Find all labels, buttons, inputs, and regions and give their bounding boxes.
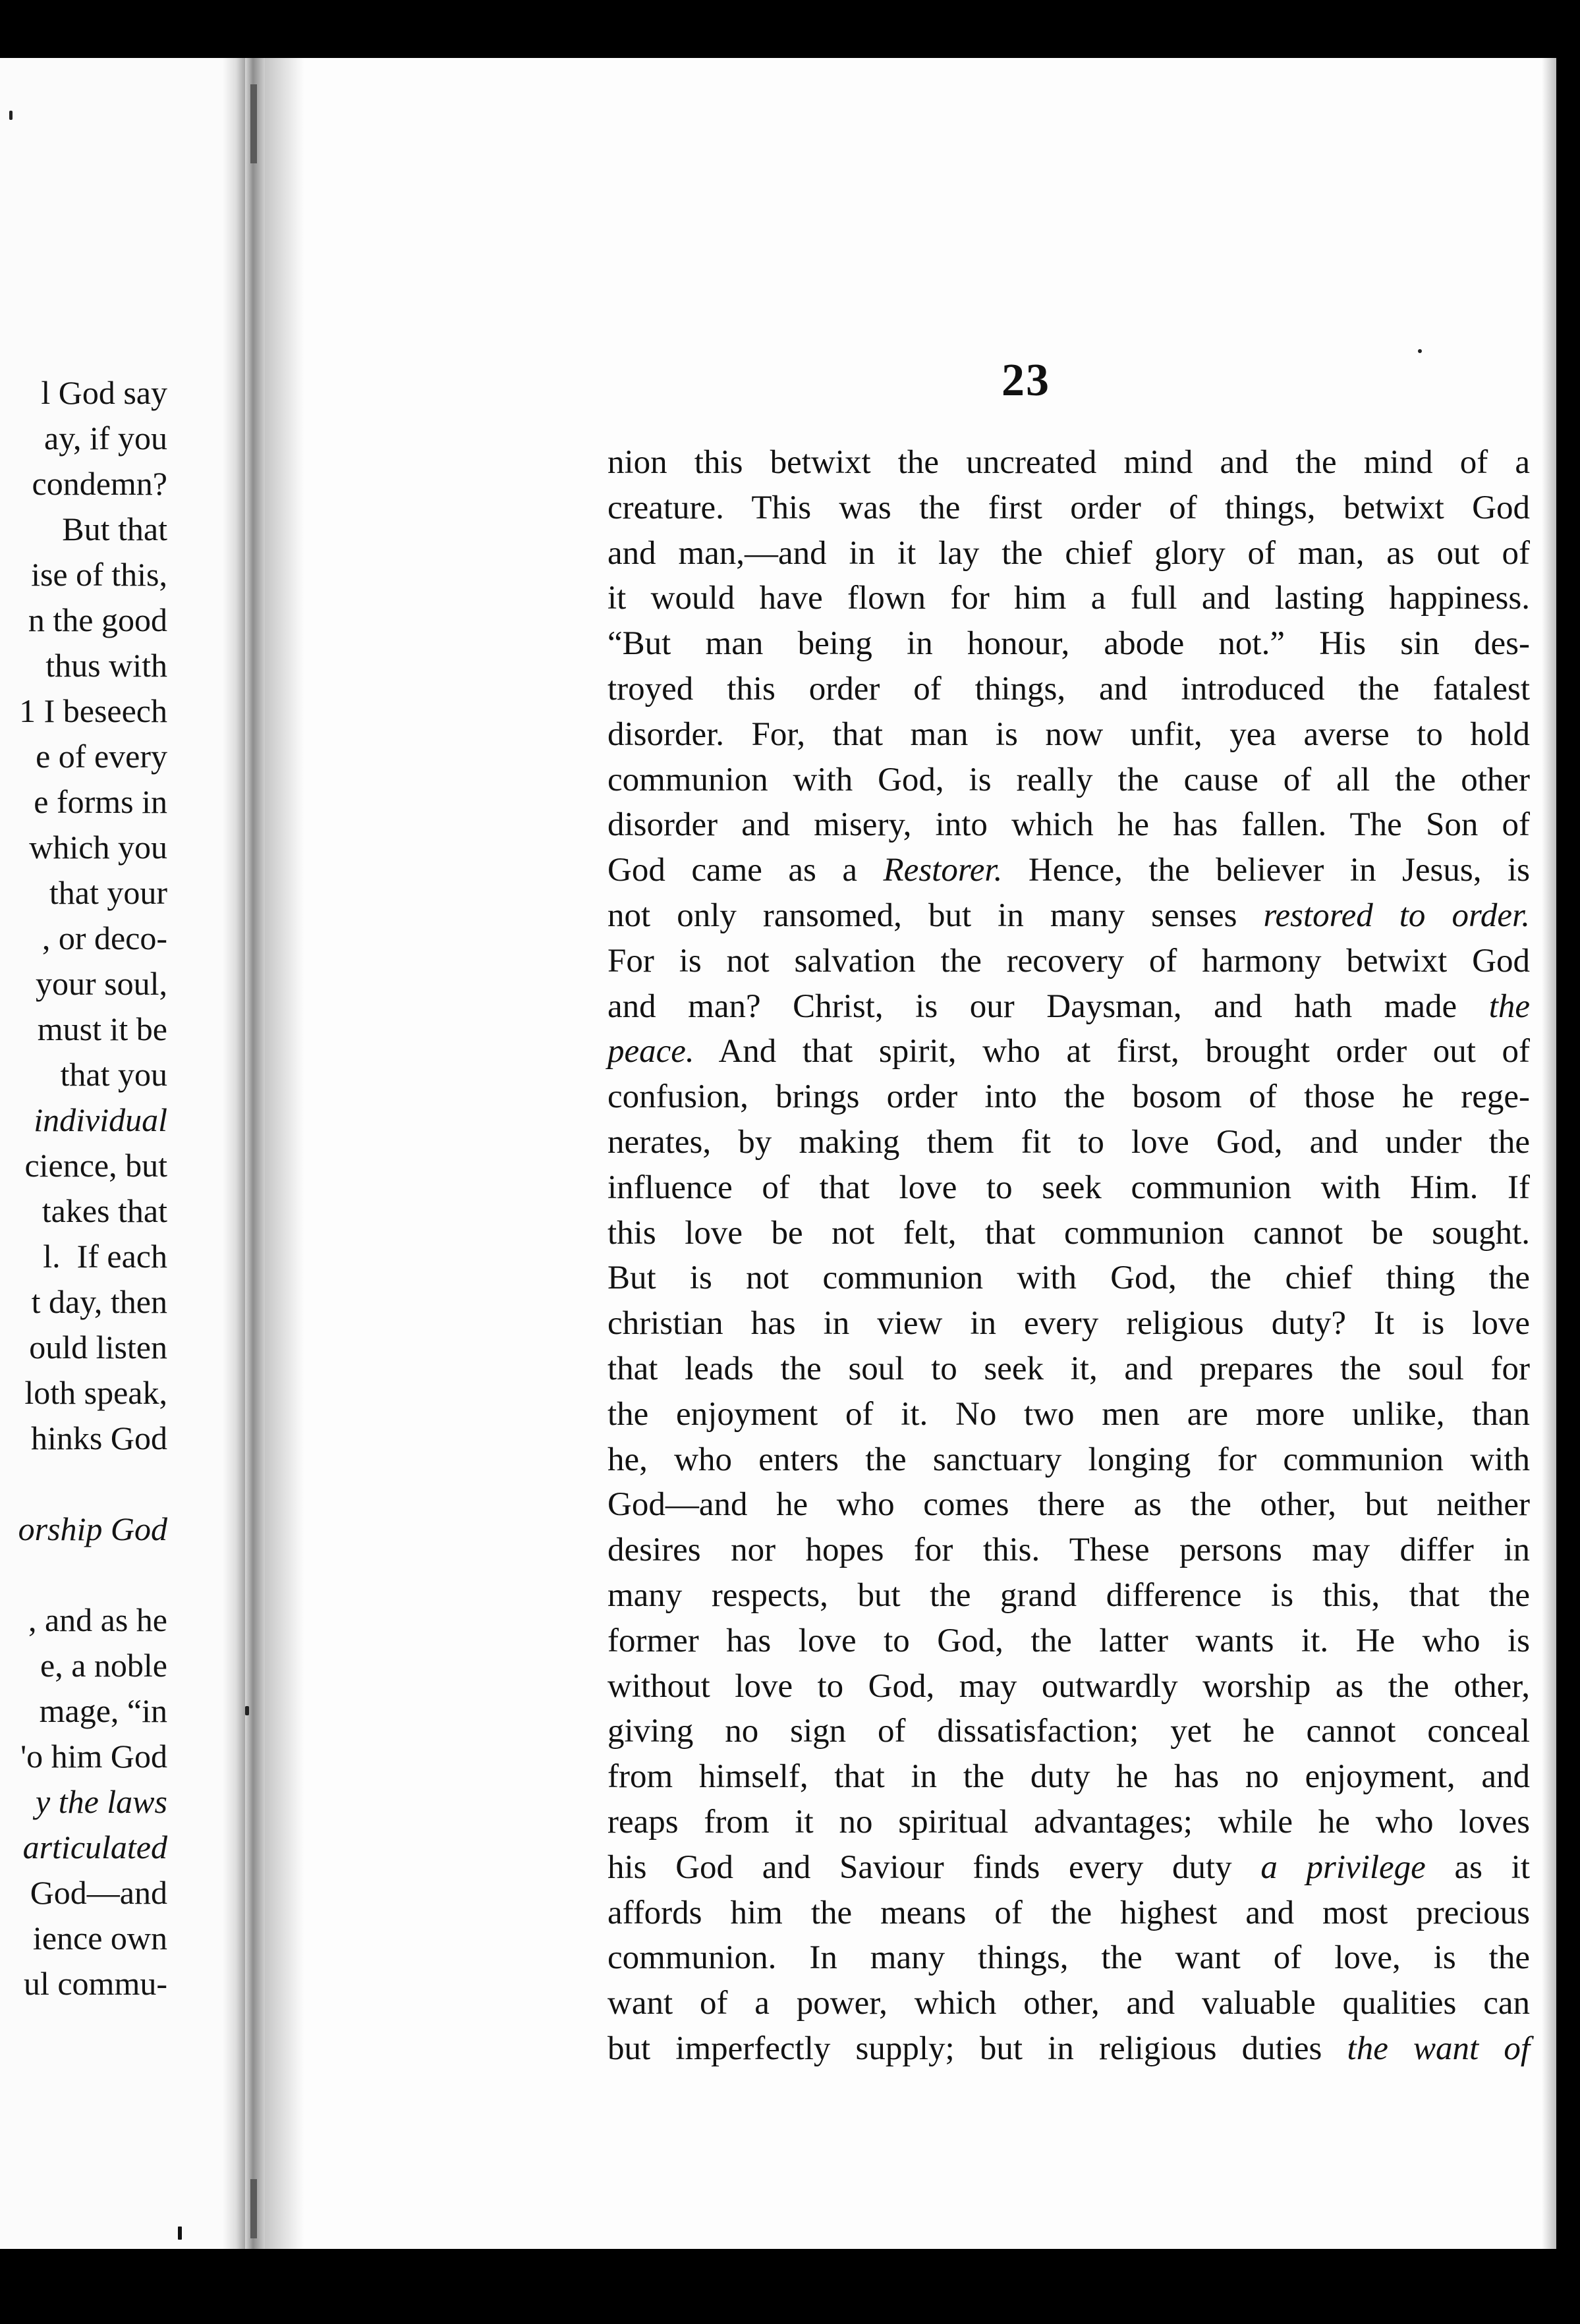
text-run: Hence, the believer in Jesus, is <box>1002 852 1531 889</box>
text-run: nerates, by making them fit to love God, and under the <box>607 1123 1530 1161</box>
facing-page-line: ay, if you <box>44 420 167 456</box>
text-run: but imperfectly supply; but in religious duties <box>607 2030 1347 2067</box>
facing-page-line: e of every <box>36 738 167 775</box>
facing-page-line: thus with <box>45 647 167 684</box>
facing-page-fragment <box>0 58 245 2249</box>
body-line <box>607 576 1530 621</box>
facing-page-line: ise of this, <box>31 556 167 593</box>
text-run: But is not communion with God, the chief thing the <box>607 1259 1530 1297</box>
body-line <box>607 1981 1530 2026</box>
facing-page-line <box>0 1552 167 1597</box>
body-line <box>607 1392 1530 1437</box>
facing-page-line: cience, but <box>24 1147 167 1184</box>
binding-mark <box>250 2179 257 2238</box>
facing-page-line: individual <box>34 1101 167 1138</box>
facing-page-line: mage, “in <box>39 1692 167 1729</box>
text-run: creature. This was the first order of things, betwixt God <box>607 489 1530 526</box>
facing-page-line <box>0 1461 167 1507</box>
body-line <box>607 2026 1530 2072</box>
body-line <box>607 1256 1530 1301</box>
body-line <box>607 1618 1530 1664</box>
body-line <box>607 939 1530 984</box>
text-run: giving no sign of dissatisfaction; yet he cannot conceal <box>607 1713 1530 1750</box>
body-line <box>607 485 1530 531</box>
text-run: communion with God, is really the cause of all the other <box>607 761 1530 798</box>
italic-phrase: Restorer. <box>883 852 1003 889</box>
text-run: disorder. For, that man is now unfit, yea averse to hold <box>607 715 1530 753</box>
body-line <box>607 1754 1530 1800</box>
body-line <box>607 1935 1530 1981</box>
page-number: 23 <box>1002 355 1050 406</box>
text-run: desires nor hopes for this. These persons may differ in <box>607 1532 1530 1569</box>
body-line <box>607 984 1530 1030</box>
text-run: not only ransomed, but in many senses <box>607 897 1264 934</box>
text-run: former has love to God, the latter wants it. He who is <box>607 1622 1530 1659</box>
body-line <box>607 1074 1530 1120</box>
text-run: disorder and misery, into which he has fallen. The Son of <box>607 806 1530 844</box>
facing-page-line: n the good <box>28 601 167 638</box>
italic-phrase: a privilege <box>1260 1848 1426 1886</box>
text-run: the enjoyment of it. No two men are more unlike, than <box>607 1395 1530 1433</box>
facing-page-line: l. If each <box>43 1238 167 1275</box>
body-line <box>607 758 1530 803</box>
facing-page-line: ience own <box>32 1920 167 1956</box>
body-line <box>607 667 1530 712</box>
facing-page-line: which you <box>29 829 167 866</box>
facing-page-line: that you <box>60 1056 167 1093</box>
body-line <box>607 1664 1530 1709</box>
text-run: without love to God, may outwardly worship as the other, <box>607 1667 1530 1705</box>
book-binding <box>245 58 265 2249</box>
facing-page-line: y the laws <box>36 1783 167 1820</box>
facing-page-line: loth speak, <box>24 1374 167 1411</box>
facing-page-line: takes that <box>42 1192 167 1229</box>
text-run: that leads the soul to seek it, and prepares the soul for <box>607 1350 1530 1387</box>
text-run: christian has in view in every religious duty? It is love <box>607 1305 1530 1342</box>
facing-page-text <box>0 370 167 2006</box>
facing-page-line: t day, then <box>31 1283 167 1320</box>
facing-page-line: that your <box>49 874 167 911</box>
text-run: and man? Christ, is our Daysman, and hath made <box>607 987 1489 1025</box>
text-run: affords him the means of the highest and most precious <box>607 1894 1530 1931</box>
italic-phrase: the want of <box>1347 2030 1530 2067</box>
facing-page-line: , or deco- <box>42 920 167 956</box>
facing-page-line: condemn? <box>32 465 167 502</box>
facing-page-line: articulated <box>22 1829 167 1866</box>
body-line <box>607 1528 1530 1573</box>
text-run: from himself, that in the duty he has no enjoyment, and <box>607 1758 1530 1796</box>
italic-phrase: restored to order. <box>1263 897 1530 934</box>
body-line <box>607 1482 1530 1528</box>
scan-speck <box>245 1706 249 1715</box>
scan-speck <box>178 2227 182 2240</box>
page-body-text <box>607 440 1530 2072</box>
body-line <box>607 848 1530 893</box>
text-run: he, who enters the sanctuary longing for communion with <box>607 1441 1530 1478</box>
page-right-edge <box>1542 58 1556 2249</box>
facing-page-line: your soul, <box>36 965 167 1002</box>
text-run: “But man being in honour, abode not.” His sin des- <box>607 625 1530 663</box>
body-line <box>607 1029 1530 1074</box>
text-run: God—and he who comes there as the other, but neither <box>607 1486 1530 1524</box>
text-run: confusion, brings order into the bosom of those he rege- <box>607 1078 1530 1116</box>
page-edge-shadow <box>265 58 304 2249</box>
facing-page-line: ul commu- <box>23 1965 167 2002</box>
body-line <box>607 1845 1530 1891</box>
text-run: want of a power, which other, and valuable qualities can <box>607 1985 1530 2022</box>
facing-page-line: 'o him God <box>20 1738 167 1775</box>
body-line <box>607 1211 1530 1256</box>
body-line <box>607 440 1530 485</box>
body-line <box>607 893 1530 939</box>
facing-page-line: orship God <box>18 1510 167 1547</box>
text-run: reaps from it no spiritual advantages; while he who loves <box>607 1803 1530 1840</box>
body-line <box>607 1346 1530 1392</box>
body-line <box>607 1301 1530 1346</box>
body-line <box>607 1573 1530 1618</box>
body-line <box>607 1891 1530 1936</box>
facing-page-line: must it be <box>37 1010 167 1047</box>
facing-page-line: e forms in <box>34 783 167 820</box>
body-line <box>607 712 1530 758</box>
text-run: it would have flown for him a full and lasting happiness. <box>607 580 1530 617</box>
body-line <box>607 1165 1530 1211</box>
scan-speck <box>9 111 13 120</box>
facing-page-line: God—and <box>30 1874 167 1911</box>
facing-page-line: , and as he <box>28 1601 167 1638</box>
facing-page-line: But that <box>62 511 167 547</box>
text-run: this love be not felt, that communion cannot be sought. <box>607 1214 1530 1252</box>
gutter-shadow <box>223 58 245 2249</box>
italic-phrase: peace. <box>607 1033 694 1070</box>
body-line <box>607 1709 1530 1754</box>
body-line <box>607 1120 1530 1165</box>
text-run: as it <box>1425 1848 1531 1886</box>
text-run: communion. In many things, the want of love, is the <box>607 1939 1530 1977</box>
body-line <box>607 1437 1530 1483</box>
text-run: troyed this order of things, and introduced the fatalest <box>607 670 1530 707</box>
facing-page-line: ould listen <box>29 1329 167 1366</box>
facing-page-line: hinks God <box>31 1420 167 1456</box>
text-run: And that spirit, who at first, brought order out of <box>694 1033 1530 1070</box>
body-line <box>607 531 1530 576</box>
text-run: For is not salvation the recovery of harmony betwixt God <box>607 942 1530 980</box>
main-page <box>265 58 1556 2249</box>
italic-phrase: the <box>1488 987 1530 1025</box>
text-run: influence of that love to seek communion with Him. If <box>607 1169 1530 1206</box>
body-line <box>607 621 1530 667</box>
facing-page-line: l God say <box>41 374 167 411</box>
text-run: God came as a <box>607 852 884 889</box>
facing-page-line: e, a noble <box>40 1647 167 1684</box>
scan-speck <box>1418 349 1422 353</box>
text-run: nion this betwixt the uncreated mind and the mind of a <box>607 444 1530 481</box>
text-run: and man,—and in it lay the chief glory of man, as out of <box>607 534 1530 572</box>
text-run: his God and Saviour finds every duty <box>607 1848 1261 1886</box>
facing-page-line: 1 I beseech <box>19 692 167 729</box>
body-line <box>607 1800 1530 1845</box>
binding-mark <box>250 84 257 163</box>
body-line <box>607 802 1530 848</box>
text-run: many respects, but the grand difference is this, that the <box>607 1576 1530 1614</box>
